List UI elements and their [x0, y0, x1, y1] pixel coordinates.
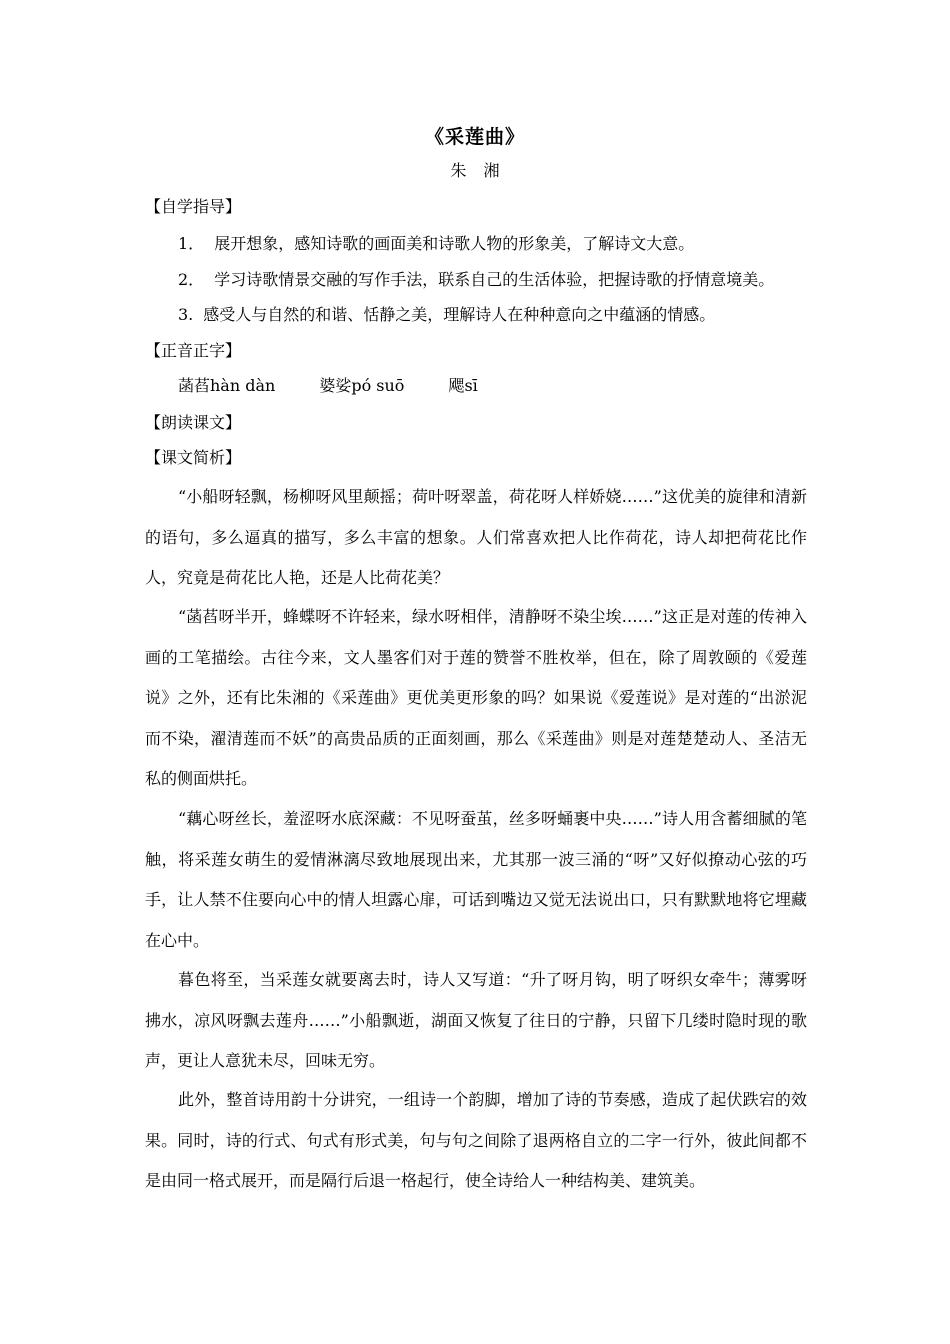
section-reading-heading: 【朗读课文】 — [145, 413, 242, 432]
goal-text: 感受人与自然的和谐、恬静之美，理解诗人在种种意向之中蕴涵的情感。 — [203, 305, 716, 324]
pronunciation-item: 婆娑pó suō — [319, 376, 405, 395]
goal-number: 1． — [178, 234, 205, 253]
goal-item-1 — [178, 231, 694, 254]
goal-number: 2． — [178, 270, 205, 289]
analysis-paragraph-1: “小船呀轻飘，杨柳呀风里颠摇；荷叶呀翠盖，荷花呀人样娇娆……”这优美的旋律和清新的语句，多么逼真的描写，多么丰富的想象。人们常喜欢把人比作荷花，诗人却把荷花比作人，究竟是荷花比人艳，还是人比荷花美？ — [145, 487, 807, 588]
poem-title: 《采莲曲》 — [424, 126, 525, 148]
pronunciation-item: 菡萏hàn dàn — [178, 376, 276, 395]
analysis-paragraph-3: “藕心呀丝长，羞涩呀水底深藏：不见呀蚕茧，丝多呀蛹裹中央……”诗人用含蓄细腻的笔触，将采莲女萌生的爱情淋漓尽致地展现出来，尤其那一波三涌的“呀”又好似撩动心弦的巧手，让人禁不住要向心中的情人坦露心扉，可话到嘴边又觉无法说出口，只有默默地将它埋藏在心中。 — [145, 809, 807, 950]
goal-text: 学习诗歌情景交融的写作手法，联系自己的生活体验，把握诗歌的抒情意境美。 — [214, 270, 775, 289]
goal-text: 展开想象，感知诗歌的画面美和诗歌人物的形象美，了解诗文大意。 — [214, 234, 695, 253]
section-guide-heading: 【自学指导】 — [145, 197, 242, 216]
goal-item-2 — [178, 267, 774, 290]
goal-item-3 — [178, 302, 715, 325]
author-name — [0, 158, 950, 181]
pronunciation-list — [178, 373, 522, 396]
author-char-1: 朱 — [450, 161, 467, 180]
section-pronunciation-heading: 【正音正字】 — [145, 341, 242, 360]
analysis-paragraph-4: 暮色将至，当采莲女就要离去时，诗人又写道：“升了呀月钩，明了呀织女牵牛；薄雾呀拂水，凉风呀飘去莲舟……”小船飘逝，湖面又恢复了往日的宁静，只留下几缕时隐时现的歌声，更让人意犹未尽，回味无穷。 — [145, 970, 807, 1071]
analysis-paragraph-2: “菡萏呀半开，蜂蝶呀不许轻来，绿水呀相伴，清静呀不染尘埃……”这正是对莲的传神入画的工笔描绘。古往今来，文人墨客们对于莲的赞誉不胜枚举，但在，除了周敦颐的《爱莲说》之外，还有比朱湘的《采莲曲》更优美更形象的吗？如果说《爱莲说》是对莲的“出淤泥而不染，濯清莲而不妖”的高贵品质的正面刻画，那么《采莲曲》则是对莲楚楚动人、圣洁无私的侧面烘托。 — [145, 607, 807, 789]
section-analysis-heading: 【课文简析】 — [145, 448, 242, 467]
author-char-2: 湘 — [483, 161, 500, 180]
pronunciation-item: 飔sī — [448, 376, 478, 395]
goal-number: 3. — [178, 305, 194, 324]
analysis-paragraph-5: 此外，整首诗用韵十分讲究，一组诗一个韵脚，增加了诗的节奏感，造成了起伏跌宕的效果。同时，诗的行式、句式有形式美，句与句之间除了退两格自立的二字一行外，彼此间都不是由同一格式展开，而是隔行后退一格起行，使全诗给人一种结构美、建筑美。 — [145, 1090, 807, 1191]
